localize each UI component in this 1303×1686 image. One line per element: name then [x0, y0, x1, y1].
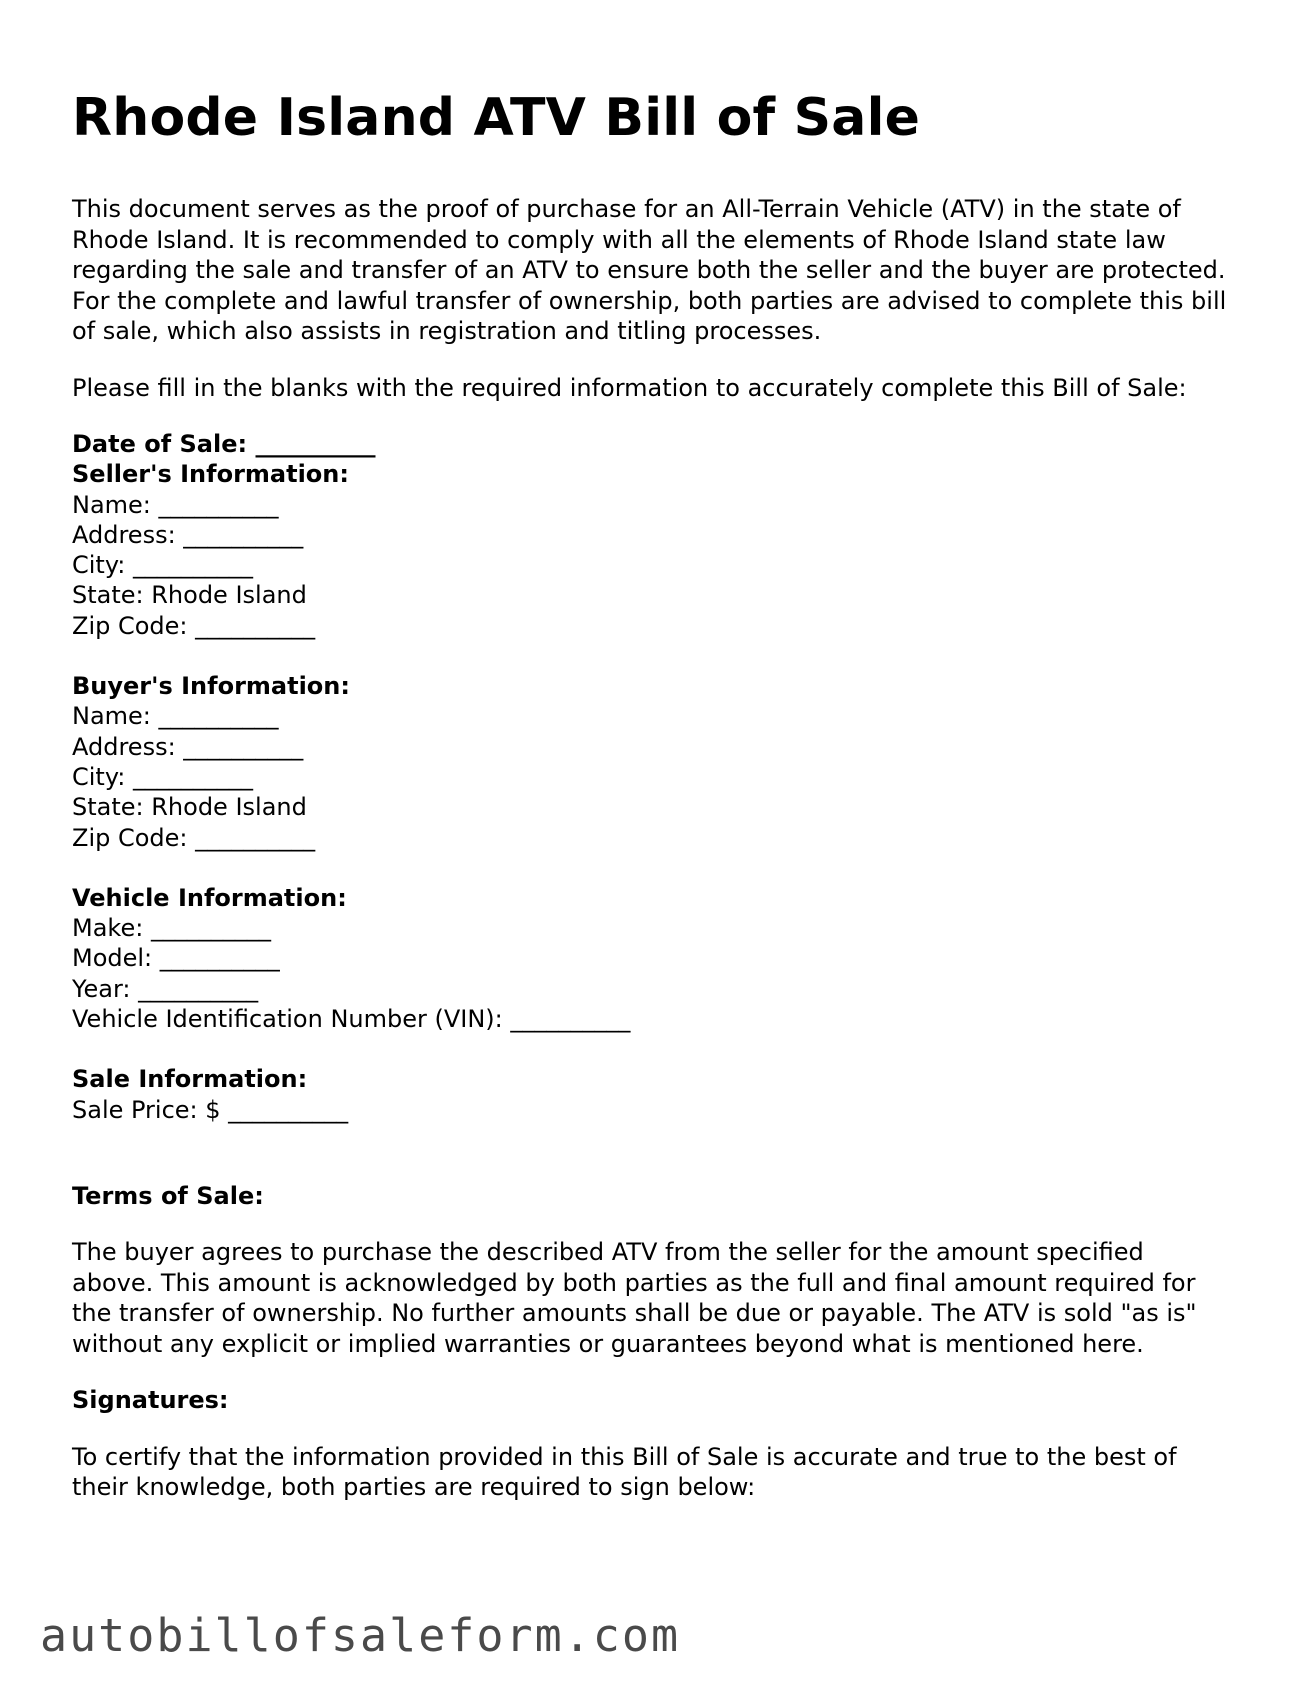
seller-heading: Seller's Information:	[72, 460, 349, 489]
buyer-name-field: Name: __________	[72, 702, 279, 731]
buyer-address-field: Address: __________	[72, 732, 304, 761]
document-page	[72, 88, 1232, 1503]
vehicle-vin-field: Vehicle Identification Number (VIN): __________	[72, 1005, 631, 1034]
terms-heading: Terms of Sale:	[72, 1181, 264, 1210]
date-of-sale-field: Date of Sale: __________	[72, 430, 376, 458]
vehicle-model-field: Model: __________	[72, 944, 280, 973]
sale-heading: Sale Information:	[72, 1065, 308, 1094]
seller-name-field: Name: __________	[72, 490, 279, 519]
vehicle-make-field: Make: __________	[72, 914, 271, 943]
terms-paragraph: The buyer agrees to purchase the described ATV from the seller for the amount specified above. This amount is acknowledged by both parties as the full and final amount required for the transfer of ownership. No further amounts shall be due or payable. The ATV is sold "as is" without any explicit or implied warranties or guarantees beyond what is mentioned here.	[72, 1238, 1197, 1358]
intro-paragraph: This document serves as the proof of purchase for an All-Terrain Vehicle (ATV) in the state of Rhode Island. It is recommended to comply with all the elements of Rhode Island state law regarding the sale and transfer of an ATV to ensure both the seller and the buyer are protected. For the complete and lawful transfer of ownership, both parties are advised to complete this bill of sale, which also assists in registration and titling processes.	[72, 195, 1227, 345]
vehicle-section	[72, 883, 1232, 1034]
signatures-paragraph: To certify that the information provided in this Bill of Sale is accurate and true to the best of their knowledge, both parties are required to sign below:	[72, 1442, 1177, 1502]
buyer-state-field: State: Rhode Island	[72, 793, 307, 822]
vehicle-heading: Vehicle Information:	[72, 883, 347, 912]
vehicle-year-field: Year: __________	[72, 974, 259, 1003]
seller-section	[72, 459, 1232, 641]
buyer-heading: Buyer's Information:	[72, 672, 350, 701]
signatures-heading: Signatures:	[72, 1386, 229, 1415]
seller-zip-field: Zip Code: __________	[72, 611, 316, 640]
buyer-city-field: City: __________	[72, 762, 254, 791]
seller-city-field: City: __________	[72, 551, 254, 580]
seller-address-field: Address: __________	[72, 520, 304, 549]
sale-price-field: Sale Price: $ __________	[72, 1095, 349, 1124]
seller-state-field: State: Rhode Island	[72, 581, 307, 610]
sale-section	[72, 1064, 1232, 1125]
buyer-zip-field: Zip Code: __________	[72, 823, 316, 852]
page-title: Rhode Island ATV Bill of Sale	[72, 88, 921, 148]
instructions-paragraph: Please fill in the blanks with the required information to accurately complete this Bill of Sale:	[72, 373, 1187, 402]
buyer-section	[72, 671, 1232, 853]
watermark: autobillofsaleform.com	[40, 1609, 681, 1662]
